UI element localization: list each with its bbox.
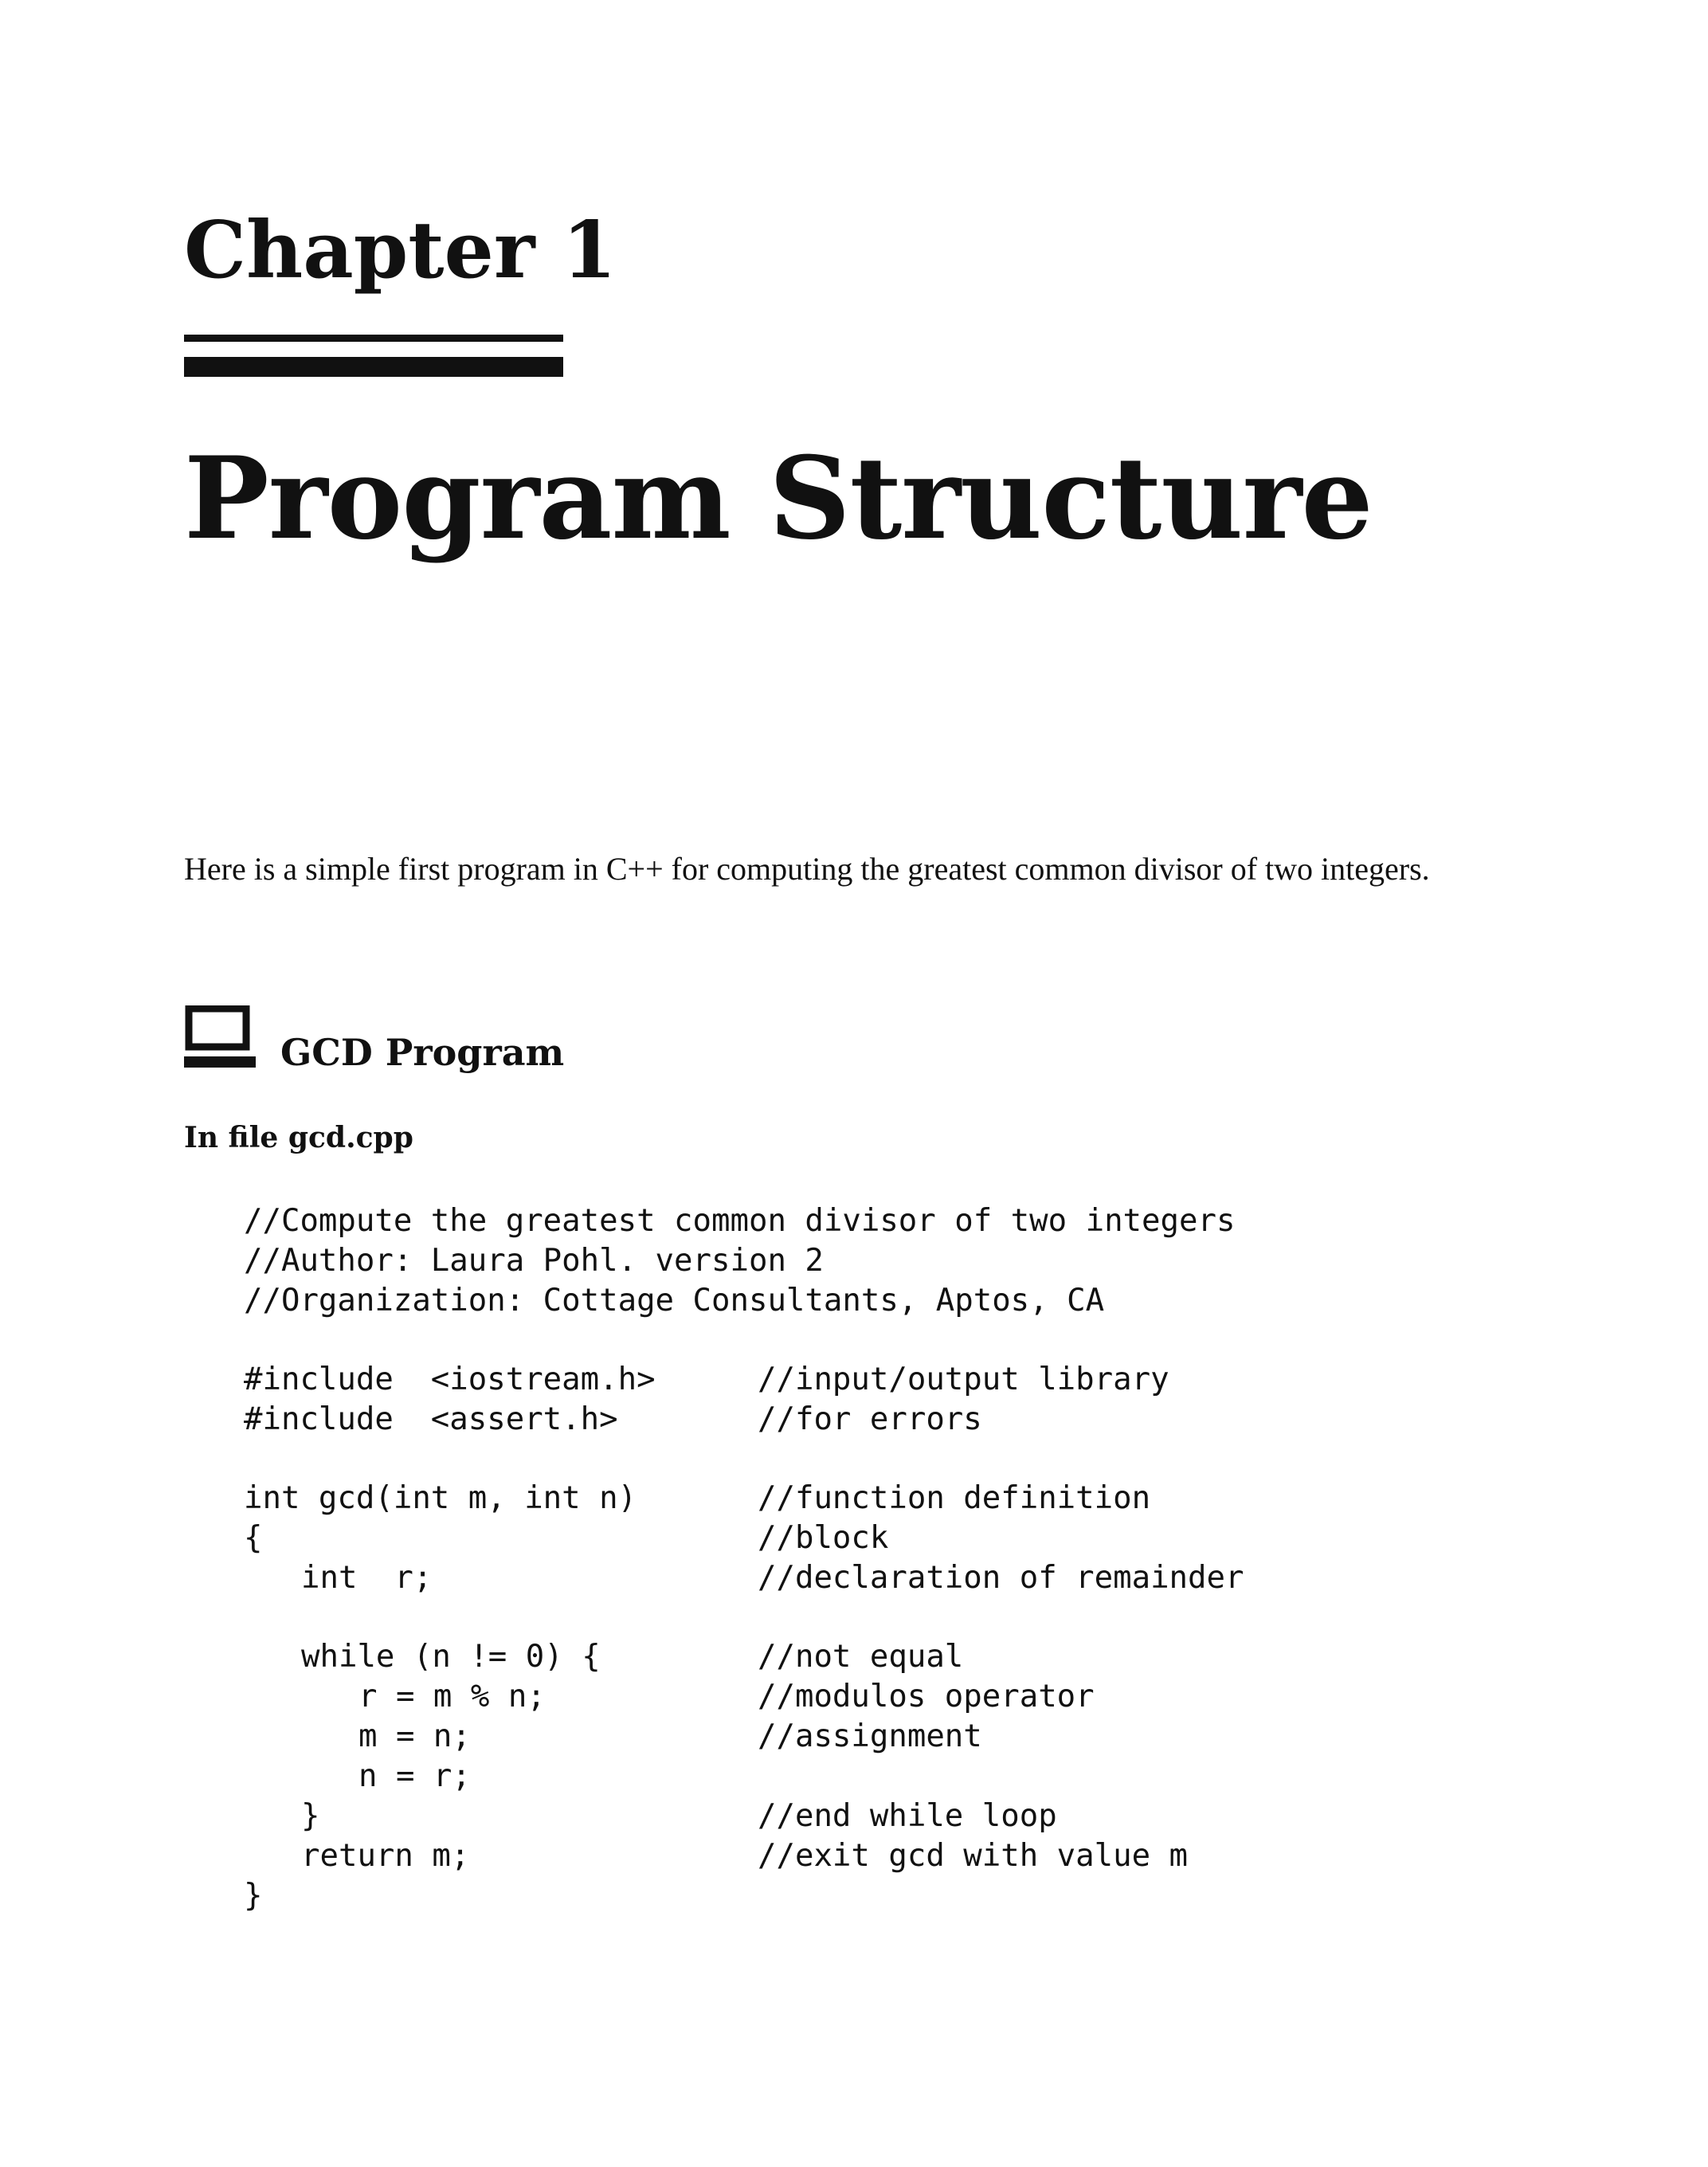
intro-paragraph: Here is a simple first program in C++ for computing the greatest common divisor of two integers. — [184, 851, 1430, 887]
chapter-rule-thin — [184, 335, 563, 342]
code-line — [244, 1717, 982, 1757]
code-comment: //Compute the greatest common divisor of two integers — [244, 1203, 1236, 1239]
code-line — [244, 1797, 1057, 1836]
code-comment: //function definition — [758, 1480, 1151, 1516]
code-comment: //modulos operator — [758, 1679, 1095, 1714]
code-line — [244, 1876, 319, 1916]
code-statement: { — [244, 1520, 263, 1556]
code-line — [244, 1757, 471, 1797]
code-comment: //block — [758, 1520, 889, 1556]
code-line — [244, 1281, 1105, 1321]
file-label: In file gcd.cpp — [184, 1121, 413, 1154]
code-line — [244, 1479, 1151, 1518]
code-statement: return m; — [301, 1838, 470, 1874]
computer-icon — [184, 1005, 256, 1069]
code-line — [244, 1241, 824, 1281]
code-comment: //end while loop — [758, 1798, 1057, 1834]
code-line — [244, 1558, 1244, 1598]
chapter-label: Chapter 1 — [184, 205, 617, 296]
code-comment: //exit gcd with value m — [758, 1838, 1189, 1874]
code-line — [244, 1677, 1095, 1717]
code-comment: //declaration of remainder — [758, 1560, 1244, 1596]
code-statement: r = m % n; — [358, 1679, 546, 1714]
code-line — [244, 1836, 1189, 1876]
code-comment: //Author: Laura Pohl. version 2 — [244, 1243, 824, 1279]
section-heading: GCD Program — [280, 1031, 565, 1074]
code-line — [244, 1360, 1169, 1400]
code-line — [244, 1201, 1236, 1241]
chapter-rule-thick — [184, 357, 563, 377]
code-statement: while (n != 0) { — [301, 1639, 601, 1675]
code-statement: } — [301, 1798, 320, 1834]
code-statement: int gcd(int m, int n) — [244, 1480, 637, 1516]
code-comment: //assignment — [758, 1718, 982, 1754]
code-statement: n = r; — [358, 1758, 471, 1794]
code-statement: #include <iostream.h> — [244, 1362, 656, 1397]
code-listing — [244, 1201, 1244, 1916]
code-comment: //not equal — [758, 1639, 964, 1675]
code-line — [244, 1518, 889, 1558]
code-line — [244, 1400, 982, 1440]
code-blank-line — [244, 1321, 319, 1360]
code-line — [244, 1637, 964, 1677]
code-comment: //Organization: Cottage Consultants, Aptos, CA — [244, 1283, 1105, 1319]
code-comment: //for errors — [758, 1401, 982, 1437]
code-statement: #include <assert.h> — [244, 1401, 618, 1437]
chapter-title: Program Structure — [184, 433, 1373, 565]
code-statement: } — [244, 1878, 263, 1914]
code-statement: int r; — [301, 1560, 433, 1596]
code-comment: //input/output library — [758, 1362, 1169, 1397]
code-statement: m = n; — [358, 1718, 471, 1754]
